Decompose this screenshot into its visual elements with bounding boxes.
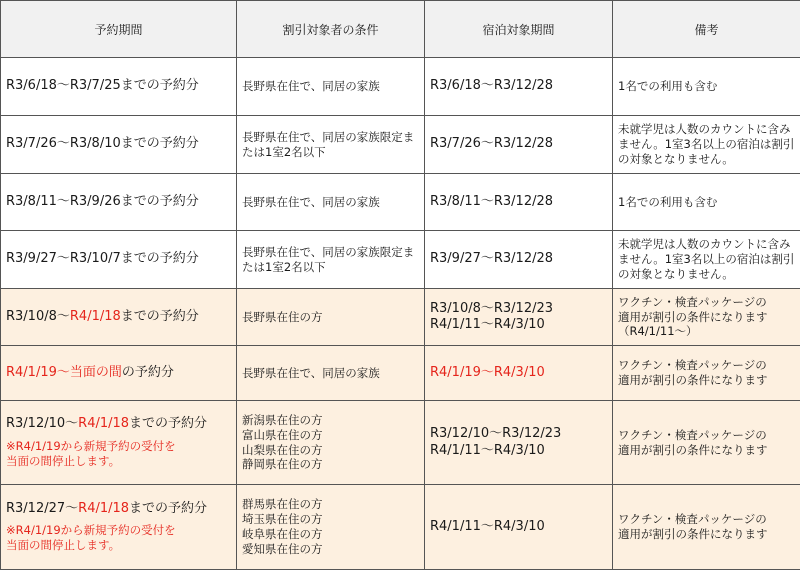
booking-suffix: までの予約分: [129, 500, 208, 516]
stay-period-cell: R4/1/19～R4/3/10: [425, 346, 613, 401]
stay-period-cell: R3/9/27～R3/12/28: [425, 231, 613, 289]
stay-period-cell: [425, 401, 613, 485]
condition-cell: 長野県在住で、同居の家族限定または1室2名以下: [237, 231, 425, 289]
booking-start: R3/12/27～: [6, 500, 79, 516]
stay-line: R3/10/8～R3/12/23: [430, 300, 554, 316]
remarks-line: ワクチン・検査パッケージの: [618, 294, 767, 309]
condition-line: 愛知県在住の方: [242, 541, 323, 556]
condition-cell: 長野県在住で、同居の家族: [237, 58, 425, 116]
note-line: ※R4/1/19から新規予約の受付を: [6, 523, 176, 538]
remarks-cell: 1名での利用も含む: [613, 174, 800, 231]
remarks-cell: 未就学児は人数のカウントに含みません。1室3名以上の宿泊は割引の対象となりません。: [613, 116, 800, 174]
remarks-line: 適用が割引の条件になります: [618, 442, 768, 457]
stay-period-cell: R3/8/11～R3/12/28: [425, 174, 613, 231]
remarks-cell: [613, 401, 800, 485]
booking-suffix: までの予約分: [120, 308, 199, 324]
stay-period-cell: R3/7/26～R3/12/28: [425, 116, 613, 174]
remarks-cell: 1名での利用も含む: [613, 58, 800, 116]
booking-period-cell: R3/7/26～R3/8/10までの予約分: [1, 116, 237, 174]
table-row: [1, 401, 800, 485]
note-line: 当面の間停止します。: [6, 453, 121, 468]
stay-line: R4/1/11～R4/3/10: [430, 317, 545, 332]
remarks-line: 適用が割引の条件になります: [618, 309, 768, 324]
remarks-line: （R4/1/11～）: [618, 324, 698, 339]
booking-start: R3/12/10～: [6, 416, 79, 432]
table-row: [1, 116, 800, 174]
booking-period-cell: [1, 401, 237, 485]
table-row: [1, 231, 800, 289]
booking-start: R3/10/8～: [6, 308, 70, 324]
booking-suffix: の予約分: [121, 364, 174, 380]
remarks-cell: 未就学児は人数のカウントに含みません。1室3名以上の宿泊は割引の対象となりません。: [613, 231, 800, 289]
booking-period-cell: R3/8/11～R3/9/26までの予約分: [1, 174, 237, 231]
header-stay-period: 宿泊対象期間: [425, 1, 613, 58]
booking-range-highlight: R4/1/19～当面の間: [6, 364, 122, 380]
booking-period-cell: R3/9/27～R3/10/7までの予約分: [1, 231, 237, 289]
booking-period-cell: R3/6/18～R3/7/25までの予約分: [1, 58, 237, 116]
note-line: ※R4/1/19から新規予約の受付を: [6, 438, 176, 453]
stay-period-cell: R3/6/18～R3/12/28: [425, 58, 613, 116]
table-row: [1, 58, 800, 116]
table-row: [1, 289, 800, 346]
condition-cell: 長野県在住で、同居の家族限定または1室2名以下: [237, 116, 425, 174]
header-remarks: 備考: [613, 1, 800, 58]
header-eligibility-condition: 割引対象者の条件: [237, 1, 425, 58]
condition-line: 埼玉県在住の方: [242, 512, 323, 527]
booking-end-highlight: R4/1/18: [69, 308, 121, 324]
remarks-cell: [613, 289, 800, 346]
table-row: [1, 346, 800, 401]
condition-line: 岐阜県在住の方: [242, 527, 323, 541]
condition-cell: 長野県在住で、同居の家族: [237, 346, 425, 401]
stay-line: R4/1/11～R4/3/10: [430, 442, 545, 458]
booking-period-cell: [1, 289, 237, 346]
booking-period-cell: [1, 485, 237, 570]
condition-cell: [237, 401, 425, 485]
booking-suffix: までの予約分: [129, 416, 208, 432]
booking-end-highlight: R4/1/18: [78, 416, 130, 432]
table-row: [1, 174, 800, 231]
header-booking-period: 予約期間: [1, 1, 237, 58]
table-header-row: [1, 1, 800, 58]
stay-line: R3/12/10～R3/12/23: [430, 426, 562, 442]
condition-line: 静岡県在住の方: [242, 457, 323, 472]
condition-line: 富山県在住の方: [242, 427, 323, 442]
table-row: [1, 485, 800, 570]
suspension-note: [6, 523, 231, 553]
stay-period-cell: [425, 289, 613, 346]
stay-period-cell: R4/1/11～R4/3/10: [425, 485, 613, 570]
condition-cell: 長野県在住で、同居の家族: [237, 174, 425, 231]
condition-cell: 長野県在住の方: [237, 289, 425, 346]
booking-period-cell: [1, 346, 237, 401]
remarks-line: 適用が割引の条件になります: [618, 373, 768, 387]
condition-cell: [237, 485, 425, 570]
remarks-cell: [613, 346, 800, 401]
suspension-note: [6, 439, 231, 469]
condition-line: 新潟県在住の方: [242, 412, 323, 427]
booking-end-highlight: R4/1/18: [78, 500, 130, 516]
condition-line: 群馬県在住の方: [242, 497, 323, 512]
remarks-line: 適用が割引の条件になります: [618, 527, 768, 541]
remarks-line: ワクチン・検査パッケージの: [618, 358, 767, 373]
condition-line: 山梨県在住の方: [242, 442, 323, 457]
remarks-cell: [613, 485, 800, 570]
remarks-line: ワクチン・検査パッケージの: [618, 427, 767, 442]
note-line: 当面の間停止します。: [6, 538, 121, 553]
remarks-line: ワクチン・検査パッケージの: [618, 512, 767, 527]
